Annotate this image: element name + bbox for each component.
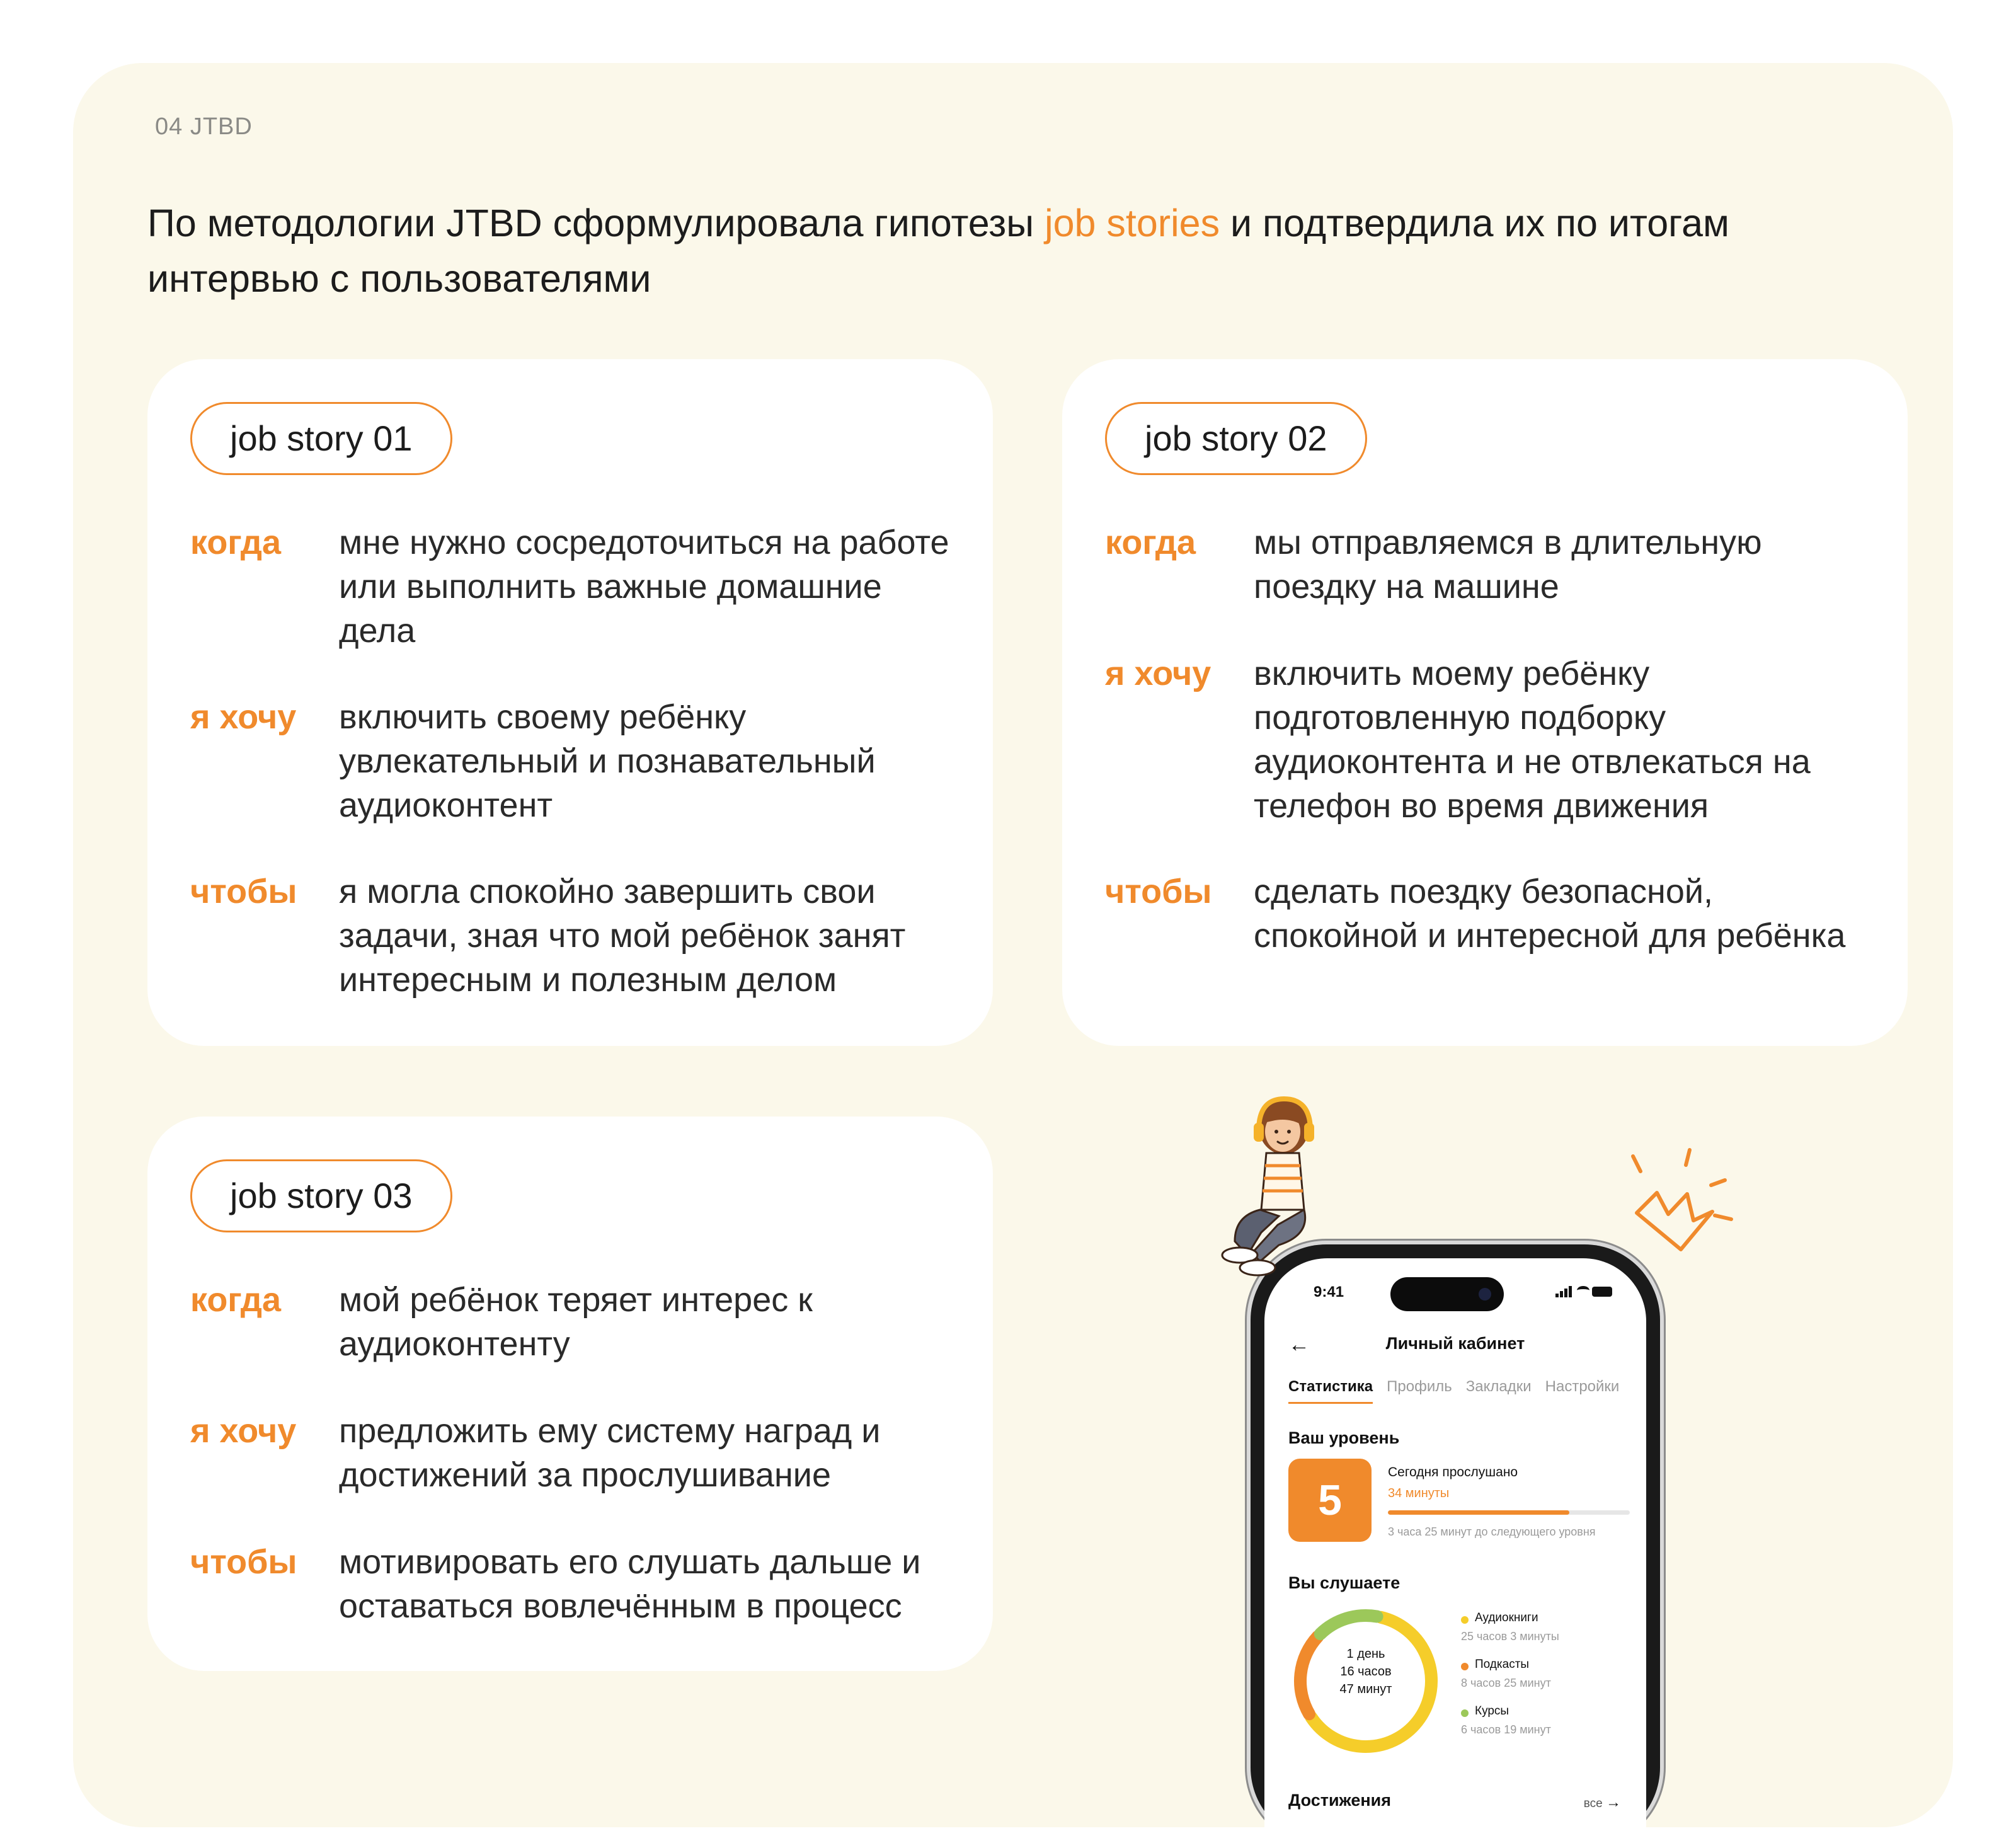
listening-heading: Вы слушаете: [1288, 1573, 1400, 1592]
status-time: 9:41: [1314, 1283, 1344, 1300]
want-label: я хочу: [1105, 655, 1211, 692]
crown-icon: [1619, 1144, 1758, 1270]
legend-name: Подкасты: [1475, 1658, 1530, 1671]
legend-name: Курсы: [1475, 1704, 1509, 1718]
want-text: предложить ему систему наград и достижений за прослушивание: [339, 1412, 881, 1494]
want-label: я хочу: [190, 1412, 297, 1450]
donut-segment-3: [1320, 1616, 1377, 1634]
legend-value: 25 часов 3 минуты: [1461, 1630, 1559, 1643]
level-progress-bar: [1388, 1510, 1630, 1515]
want-text: включить моему ребёнку подготовленную подборку аудиоконтента и не отвлекаться на телефон во время движения: [1254, 655, 1811, 825]
headline: [147, 195, 1848, 306]
signal-bar: [1569, 1286, 1572, 1297]
job-story-title: job story 01: [190, 402, 452, 475]
battery-icon: [1592, 1287, 1612, 1297]
so-label: чтобы: [190, 1543, 297, 1581]
achievements-all-link[interactable]: [1584, 1794, 1621, 1811]
headline-accent: job stories: [1045, 202, 1220, 244]
achievements-heading: Достижения: [1288, 1791, 1392, 1810]
when-label: когда: [1105, 524, 1196, 561]
tab-statistics[interactable]: Статистика: [1288, 1378, 1373, 1404]
signal-icon: [1555, 1294, 1559, 1297]
legend-dot: [1461, 1663, 1469, 1670]
level-badge: 5: [1288, 1459, 1372, 1542]
total-hours: 16 часов: [1340, 1665, 1392, 1679]
total-days: 1 день: [1346, 1647, 1385, 1661]
today-label: Сегодня прослушано: [1388, 1465, 1518, 1479]
dynamic-island: [1390, 1277, 1504, 1311]
so-text: сделать поездку безопасной, спокойной и интересной для ребёнка: [1254, 873, 1846, 955]
status-icons: [1555, 1285, 1612, 1299]
want-label: я хочу: [190, 698, 297, 736]
signal-bar: [1564, 1289, 1567, 1297]
headline-text-end: и подтвердила их по итогам интервью с пользователями: [147, 202, 1729, 300]
want-text: включить своему ребёнку увлекательный и познавательный аудиоконтент: [339, 698, 876, 824]
section-label: 04 JTBD: [155, 113, 253, 140]
phone-screen: [1264, 1258, 1646, 1843]
when-label: когда: [190, 1281, 282, 1319]
arrow-right-icon: →: [1606, 1794, 1621, 1811]
all-link-label: все: [1583, 1797, 1603, 1810]
when-text: мне нужно сосредоточиться на работе или выполнить важные домашние дела: [339, 524, 949, 650]
signal-bar: [1560, 1291, 1563, 1297]
level-progress-fill: [1388, 1510, 1569, 1515]
job-story-card-1: [147, 359, 993, 1046]
legend-value: 8 часов 25 минут: [1461, 1677, 1551, 1689]
next-level-text: 3 часа 25 минут до следующего уровня: [1388, 1525, 1596, 1538]
legend-dot: [1461, 1616, 1469, 1624]
legend-name: Аудиокниги: [1475, 1611, 1538, 1624]
headline-text-start: По методологии JTBD сформулировала гипотезы: [147, 202, 1045, 244]
phone-mockup: [1251, 1244, 1660, 1843]
job-story-title: job story 02: [1105, 402, 1367, 475]
when-label: когда: [190, 524, 282, 561]
girl-with-headphones-illustration: [1210, 1090, 1336, 1285]
job-story-title: job story 03: [190, 1159, 452, 1232]
tab-profile[interactable]: Профиль: [1387, 1378, 1452, 1395]
tab-bar: [1288, 1378, 1633, 1404]
so-label: чтобы: [190, 873, 297, 910]
total-minutes: 47 минут: [1339, 1682, 1392, 1696]
so-text: мотивировать его слушать дальше и оставаться вовлечённым в процесс: [339, 1543, 921, 1625]
screen-title: Личный кабинет: [1385, 1334, 1525, 1353]
so-text: я могла спокойно завершить свои задачи, зная что мой ребёнок занят интересным и полезным делом: [339, 873, 906, 999]
job-story-card-3: [147, 1117, 993, 1671]
arrow-left-icon[interactable]: ←: [1288, 1333, 1310, 1357]
legend-value: 6 часов 19 минут: [1461, 1723, 1551, 1736]
tab-settings[interactable]: Настройки: [1545, 1378, 1620, 1395]
today-value: 34 минуты: [1388, 1486, 1450, 1500]
so-label: чтобы: [1105, 873, 1212, 910]
when-text: мой ребёнок теряет интерес к аудиоконтенту: [339, 1281, 813, 1363]
job-story-card-2: [1062, 359, 1908, 1046]
when-text: мы отправляемся в длительную поездку на машине: [1254, 524, 1762, 606]
tab-bookmarks[interactable]: Закладки: [1465, 1378, 1532, 1395]
legend-dot: [1461, 1709, 1469, 1717]
wifi-icon: [1577, 1286, 1589, 1295]
donut-total: [1288, 1645, 1443, 1698]
level-heading: Ваш уровень: [1288, 1428, 1400, 1447]
